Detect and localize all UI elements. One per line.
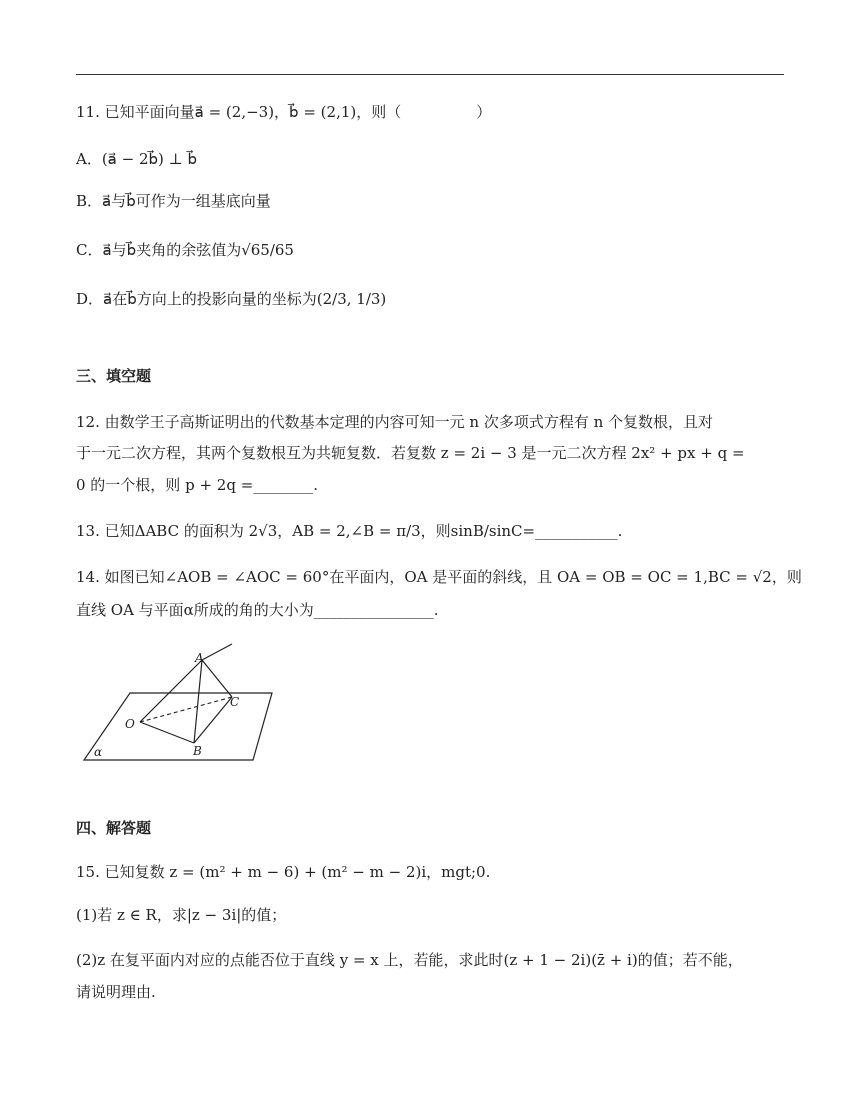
geometry-figure: [70, 640, 280, 770]
line-oa-extension: [202, 644, 232, 660]
q13-text: 13. 已知ΔABC 的面积为 2√3，AB = 2,∠B = π/3，则sinB/sinC=___________.: [76, 522, 623, 540]
line-ob: [140, 722, 194, 743]
q11-stem: 11. 已知平面向量a⃗ = (2,−3)，b⃗ = (2,1)，则（ ）: [76, 103, 492, 121]
section-answer-title: 四、解答题: [76, 819, 152, 837]
line-oc: [140, 697, 232, 722]
q12-line-1: 12. 由数学王子高斯证明出的代数基本定理的内容可知一元 n 次多项式方程有 n 个复数根，且对: [76, 413, 714, 431]
q15-stem: 15. 已知复数 z = (m² + m − 6) + (m² − m − 2)i，mgt;0.: [76, 863, 491, 881]
q14-line-2: 直线 OA 与平面α所成的角的大小为________________.: [76, 601, 439, 619]
label-alpha: α: [94, 745, 103, 759]
header-rule: [76, 74, 784, 75]
q15-part-1: (1)若 z ∈ R，求|z − 3i|的值；: [76, 906, 287, 924]
q14-line-1: 14. 如图已知∠AOB = ∠AOC = 60°在平面内，OA 是平面的斜线，且 OA = OB = OC = 1,BC = √2，则: [76, 568, 802, 586]
line-ab: [194, 660, 202, 743]
q12-line-3: 0 的一个根，则 p + 2q =________.: [76, 476, 319, 494]
q12-line-2: 于一元二次方程，其两个复数根互为共轭复数．若复数 z = 2i − 3 是一元二次方程 2x² + px + q =: [76, 444, 745, 462]
q11-option-c: C．a⃗与b⃗夹角的余弦值为√65/65: [76, 241, 294, 259]
line-ac: [202, 660, 232, 697]
plane-alpha: [84, 693, 272, 760]
label-c: C: [230, 695, 240, 709]
pyramid-diagram: [70, 640, 280, 770]
line-oa: [140, 660, 202, 722]
q11-option-b: B．a⃗与b⃗可作为一组基底向量: [76, 192, 271, 210]
q15-part-2-line-2: 请说明理由.: [76, 983, 156, 1001]
section-fill-in-title: 三、填空题: [76, 367, 152, 385]
label-a: A: [195, 651, 204, 665]
label-b: B: [193, 744, 202, 758]
q11-option-d: D．a⃗在b⃗方向上的投影向量的坐标为(2/3, 1/3): [76, 290, 387, 308]
line-bc: [194, 697, 232, 743]
q15-part-2-line-1: (2)z 在复平面内对应的点能否位于直线 y = x 上，若能，求此时(z + 1 − 2i)(z̄ + i)的值；若不能，: [76, 951, 743, 969]
q11-option-a: A．(a⃗ − 2b⃗) ⊥ b⃗: [76, 150, 198, 168]
label-o: O: [125, 717, 135, 731]
